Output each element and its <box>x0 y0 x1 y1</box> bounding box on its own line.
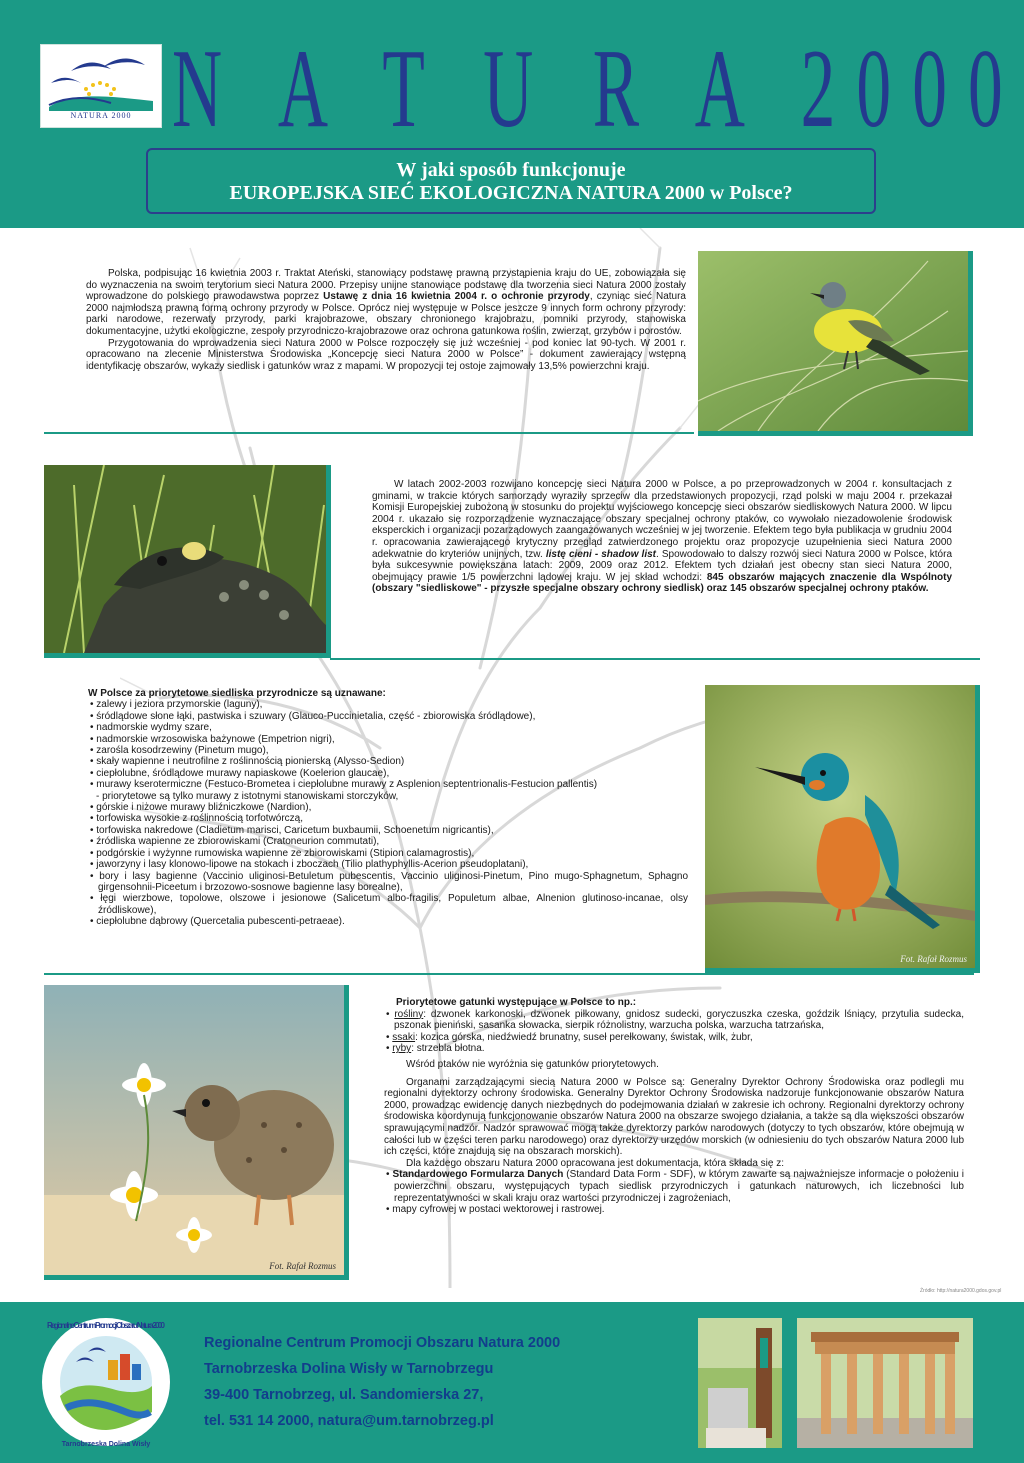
habitat-item: • murawy kserotermiczne (Festuco-Brometea i ciepłolubne murawy z Asplenion septentrionalis-Festucion pallentis) <box>88 779 688 790</box>
kingfisher-photo <box>705 685 980 973</box>
species-item-fish: • ryby: strzebla błotna. <box>384 1043 964 1055</box>
habitats-list <box>88 699 688 927</box>
habitat-item: • torfowiska nakredowe (Cladietum marisci, Caricetum buxbaumii, Schoenetum nigricantis), <box>88 825 688 836</box>
documentation-item-sdf: • Standardowego Formularza Danych (Standard Data Form - SDF), w którym zawarte są najważniejsze informacje o położeniu i powierzchni obszaru, występujących typach siedlisk przyrodniczych i gatunkach naturowych, ich liczebności lub reprezentatywności w skali kraju oraz wartości przyrodniczej i zagrożeniach, <box>384 1169 964 1204</box>
habitat-item: • ciepłolubne dąbrowy (Quercetalia pubescenti-petraeae). <box>88 916 688 927</box>
contact-block <box>204 1330 684 1434</box>
habitat-item: • śródlądowe słone łąki, pastwiska i szuwary (Glauco-Puccinietalia, część - zbiorowiska śródlądowe), <box>88 711 688 722</box>
habitat-item: • podgórskie i wyżynne rumowiska wapienne ze zbiorowiskami (Stipion calamagrostis), <box>88 848 688 859</box>
documentation-intro: Dla każdego obszaru Natura 2000 opracowana jest dokumentacja, która składa się z: <box>406 1157 784 1169</box>
habitat-item: • ciepłolubne, śródlądowe murawy napiaskowe (Koelerion glaucae), <box>88 768 688 779</box>
documentation-list <box>384 1169 964 1215</box>
habitat-item: • jaworzyny i lasy klonowo-lipowe na stokach i zboczach (Tilio plathyphyllis-Acerion pseudoplatani), <box>88 859 688 870</box>
habitats-heading: W Polsce za priorytetowe siedliska przyrodnicze są uznawane: <box>88 688 386 699</box>
habitat-item: • górskie i niżowe murawy bliźniczkowe (Nardion), <box>88 802 688 813</box>
species-list <box>384 1009 964 1055</box>
habitat-item: - priorytetowe są tylko murawy z istotnymi stanowiskami storczyków, <box>96 790 399 802</box>
logo-caption: NATURA 2000 <box>70 111 132 120</box>
natura2000-logo <box>40 44 162 128</box>
sites-count: 845 obszarów mających znaczenie dla Wspólnoty (obszary "siedliskowe" - przyszłe specjalne obszary ochrony siedlisk) oraz 145 obszarów specjalnej ochrony ptaków. <box>372 571 953 595</box>
history-paragraph: W latach 2002-2003 rozwijano koncepcję sieci Natura 2000 w Polsce, a po przeprowadzonych w 2004 r. konsultacjach z gminami, w trakcie których samorządy wyraziły sprzeciw dla przedstawionych propozycji, rząd polski w maju 2004 r. przekazał Komisji Europejskiej zubożoną w stosunku do projektu wyjściowego koncepcję sieci obszarów siedliskowych Natura 2000. W lipcu 2004 r. ukazało się rozporządzenie wyznaczające obszary specjalnej ochrony ptaków, co wywołało niezadowolenie środowisk eksperckich i organizacji pozarządowych zaangażowanych wcześniej w jej tworzenie. Efektem tego była publikacja w grudniu 2004 r. opracowania zawierającego krytyczny przegląd zatwierdzonego projektu oraz propozycje uzupełnienia sieci Natura 2000 adekwatnie do kryteriów unijnych, tzw. listę cieni - shadow list. Spowodowało to dalszy rozwój sieci Natura 2000 w Polsce, która była sukcesywnie powiększana latach: 2009, 2009 oraz 2012. Efektem tych działań jest obecny stan sieci Natura 2000, obejmujący prawie 1/5 powierzchni lądowej kraju. W jej skład wchodzi: 845 obszarów mających znaczenie dla Wspólnoty (obszary "siedliskowe" - przyszłe specjalne obszary ochrony siedlisk) oraz 145 obszarów specjalnej ochrony ptaków. <box>372 479 953 595</box>
law-reference: Ustawę z dnia 16 kwietnia 2004 r. o ochronie przyrody <box>323 291 590 303</box>
section-history <box>372 479 952 595</box>
subtitle-line-1: W jaki sposób funkcjonuje <box>396 159 626 181</box>
section-priority-species <box>384 997 964 1216</box>
intro-paragraph-2: Przygotowania do wprowadzenia sieci Natura 2000 w Polsce rozpoczęły się już wcześniej - pod koniec lat 90-tych. W 2001 r. opracowano na zlecenie Ministerstwa Środowiska „Koncepcję sieci Natura 2000 w Polsce” - dokument zawierający wstępną identyfikację obszarów, wykazy siedlisk i gatunków wraz z mapami. W propozycji tej ostoje zajmowały 13,5% powierzchni kraju. <box>86 337 686 372</box>
management-paragraph: Organami zarządzającymi siecią Natura 2000 w Polsce są: Generalny Dyrektor Ochrony Środowiska oraz podlegli mu regionalni dyrektorzy ochrony środowiska. Generalny Dyrektor Ochrony Środowiska nadzoruje funkcjonowanie obszarów Natura 2000, prowadząc ewidencję danych niezbędnych do podejmowania działań w zakresie ich ochrony. Regionalni dyrektorzy ochrony środowiska koordynują funkcjonowanie obszarów Natura 2000 na obszarze swojego działania, a także są dla większości obszarów sprawującymi nadzór. Nadzór sprawować mogą także dyrektorzy parków narodowych (dotyczy to tych obszarów, które obejmują w całości lub w części teren parku narodowego) oraz dyrektorzy urzędów morskich (w odniesieniu do tych obszarów Natura 2000 lub ich części, które znajdują się na obszarach morskich). <box>384 1076 964 1158</box>
section-divider-2 <box>330 658 980 660</box>
tern-chick-photo <box>44 985 349 1280</box>
habitat-item: • nadmorskie wydmy szare, <box>88 722 688 733</box>
intro-paragraph-1: Polska, podpisując 16 kwietnia 2003 r. Traktat Ateński, stanowiący podstawę prawną przystąpienia kraju do UE, zobowiązała się do wyznaczenia na swoim terytorium sieci Natura 2000. Przepisy unijne stanowiące podstawę dla tworzenia sieci Natura 2000 zostały wprowadzone do polskiego prawodawstwa poprzez Ustawę z dnia 16 kwietnia 2004 r. o ochronie przyrody, czyniąc sieć Natura 2000 najmłodszą prawną formą ochrony przyrody w Polsce. Oprócz niej występuje w Polsce jeszcze 9 innych form ochrony przyrody: parki narodowe, rezerwaty przyrody, parki krajobrazowe, obszary chronionego krajobrazu, pomniki przyrody, stanowiska dokumentacyjne, użytki ekologiczne, zespoły przyrodniczo-krajobrazowe oraz ochrona gatunkowa roślin, zwierząt, grzybów i porostów. <box>86 268 686 337</box>
org-subname: Tarnobrzeska Dolina Wisły w Tarnobrzegu <box>204 1361 494 1377</box>
documentation-item-maps: • mapy cyfrowej w postaci wektorowej i rastrowej. <box>384 1204 964 1216</box>
logo-ring-text: Regionalne Centrum Promocji Obszaru Natura 2000 <box>47 1321 165 1330</box>
wooden-shelter-photo <box>797 1318 973 1448</box>
species-heading: Priorytetowe gatunki występujące w Polsce to np.: <box>396 997 637 1008</box>
org-contact: tel. 531 14 2000, natura@um.tarnobrzeg.pl <box>204 1413 494 1429</box>
habitat-item: • zalewy i jeziora przymorskie (laguny), <box>88 699 688 710</box>
subtitle-box <box>146 148 876 214</box>
section-intro <box>86 268 686 372</box>
habitat-item: • łęgi wierzbowe, topolowe, olszowe i jesionowe (Salicetum albo-fragilis, Populetum albae, Alnenion glutinoso-incanae, olsy źródliskowe), <box>88 893 688 916</box>
habitat-item: • bory i lasy bagienne (Vaccinio uliginosi-Betuletum pubescentis, Vaccinio uliginosi-Pinetum, Pino mugo-Sphagnetum, Sphagno girgensohnii-Piceetum i brzozowo-sosnowe bagienne lasy borealne), <box>88 871 688 894</box>
section-divider-1 <box>44 432 694 434</box>
page-title: N A T U R A 2000 <box>172 27 1024 151</box>
kingfisher-photo-credit: Fot. Rafał Rozmus <box>900 954 967 964</box>
rcp-natura-logo-icon <box>36 1312 176 1452</box>
habitat-item: • źródliska wapienne ze zbiorowiskami (Cratoneurion commutati), <box>88 836 688 847</box>
birds-note: Wśród ptaków nie wyróżnia się gatunków priorytetowych. <box>406 1058 659 1070</box>
shadow-list-term: listę cieni - shadow list <box>545 548 657 560</box>
habitat-item: • skały wapienne i neutrofilne z roślinnością pionierską (Alysso-Sedion) <box>88 756 688 767</box>
habitat-item: • nadmorskie wrzosowiska bażynowe (Empetrion nigri), <box>88 734 688 745</box>
org-address: 39-400 Tarnobrzeg, ul. Sandomierska 27, <box>204 1387 484 1403</box>
info-board-photo <box>698 1318 782 1448</box>
chick-photo-credit: Fot. Rafał Rozmus <box>269 1261 336 1271</box>
grass-snake-photo <box>44 465 331 658</box>
subtitle-line-2: EUROPEJSKA SIEĆ EKOLOGICZNA NATURA 2000 w Polsce? <box>229 182 793 204</box>
species-item-plants: • rośliny: dzwonek karkonoski, dzwonek piłkowany, gnidosz sudecki, goryczuszka czeska, goździk lśniący, przytulia sudecka, pszonak pieniński, sasanka słowacka, sierpik różnolistny, warzucha polska, warzucha tatrzańska, <box>384 1009 964 1032</box>
wagtail-photo <box>698 251 973 436</box>
source-note: Źródło: http://natura2000.gdos.gov.pl <box>920 1288 1002 1294</box>
habitat-item: • torfowiska wysokie z roślinnością torfotwórczą, <box>88 813 688 824</box>
section-priority-habitats <box>88 688 688 928</box>
org-name: Regionalne Centrum Promocji Obszaru Natura 2000 <box>204 1335 561 1351</box>
habitat-item: • zarośla kosodrzewiny (Pinetum mugo), <box>88 745 688 756</box>
section-divider-3 <box>44 973 974 975</box>
logo-bottom-text: Tarnobrzeska Dolina Wisły <box>61 1441 151 1448</box>
species-item-mammals: • ssaki: kozica górska, niedźwiedź brunatny, suseł perełkowany, świstak, wilk, żubr, <box>384 1032 964 1044</box>
